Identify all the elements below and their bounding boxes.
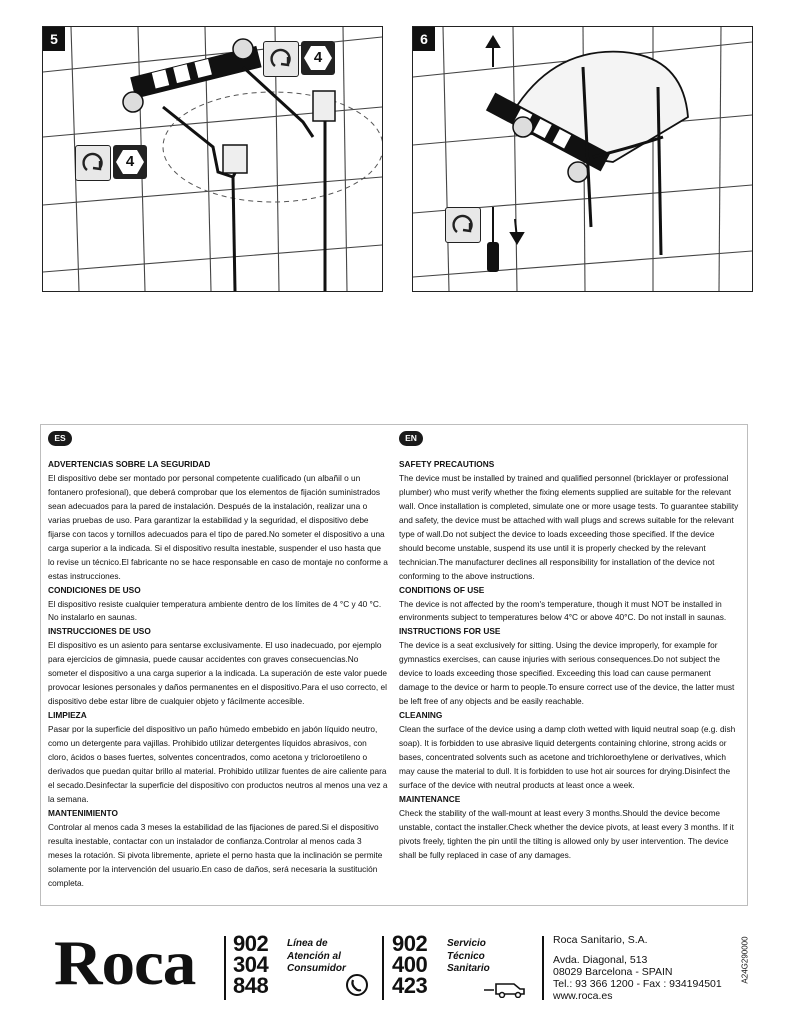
footer — [40, 928, 780, 1004]
section-body: El dispositivo es un asiento para sentarse exclusivamente. El uso inadecuado, por ejemplo para ejercicios de gimnasia, puede causar accidentes con graves consecuencias.No someter el dispositivo a una carga superior a la indicada. La superación de este valor puede provocar lesiones personales y daños permanentes en el dispositivo.Para el uso correcto, el dispositivo debe estar libre de cualquier objeto y fácilmente accesible. — [48, 640, 387, 707]
divider — [542, 936, 544, 1000]
section-title: INSTRUCCIONES DE USO — [48, 626, 151, 637]
document-code: A24G290000 — [740, 936, 750, 984]
service-label: Servicio Técnico Sanitario — [447, 938, 490, 974]
rotate-icon — [263, 41, 299, 77]
rotate-icon — [75, 145, 111, 181]
rotate-icon — [445, 207, 481, 243]
seat-frame — [163, 67, 325, 291]
language-badge-es: ES — [48, 431, 72, 446]
spanish-column — [48, 431, 388, 891]
service-van-icon — [484, 980, 528, 998]
section-body: El dispositivo resiste cualquier temperatura ambiente dentro de los límites de 4 °C y 40 °C. No instalarlo en saunas. — [48, 598, 382, 623]
company-address: Roca Sanitario, S.A. Avda. Diagonal, 513 08029 Barcelona - SPAIN Tel.: 93 366 1200 - Fax : 934194501 www.roca.es — [553, 934, 722, 1002]
section-title: INSTRUCTIONS FOR USE — [399, 626, 501, 637]
section-body: Check the stability of the wall-mount at least every 3 months.Should the device become unstable, contact the installer.Check whether the device pivots, at least every 3 months. If it pivots freely, tighten the pin until the tilting is allowed only by user intervention. The device shall be fully replaced in case of any damages. — [399, 807, 734, 860]
section-body: The device is a seat exclusively for sitting. Using the device improperly, for example for gymnastics exercises, can cause injuries with serious consequences.Do not subject the device to loads exceeding those specified. Exceeding this load can cause permanent damage to the device or harm to people.To ensure correct use of the device, the latter must be left free of any objects and be easily reachable. — [399, 640, 735, 707]
hex-wrench-icon — [113, 145, 147, 179]
wrench-size: 4 — [313, 49, 323, 66]
step-6-illustration — [413, 27, 752, 291]
step-number: 6 — [413, 27, 435, 51]
section-title: MANTENIMIENTO — [48, 807, 118, 818]
section-title: SAFETY PRECAUTIONS — [399, 459, 495, 469]
section-title: CLEANING — [399, 710, 443, 721]
step-5-panel — [42, 26, 383, 292]
section-title: ADVERTENCIAS SOBRE LA SEGURIDAD — [48, 459, 211, 469]
wall-bracket — [123, 39, 262, 112]
section-title: MAINTENANCE — [399, 793, 461, 804]
divider — [382, 936, 384, 1000]
wrench-size: 4 — [125, 153, 135, 170]
consumer-line-label: Línea de Atención al Consumidor — [287, 938, 346, 974]
section-body: Controlar al menos cada 3 meses la estabilidad de las fijaciones de pared.Si el dispositivo resulta inestable, contactar con un instalador de confianza.Controlar al menos cada 3 meses la rotación. Si pivota libremente, apriete el perno hasta que la inclinación se permite solamente por la intervención del usuario.En caso de daños, será necesaria la sustitución completa. — [48, 821, 383, 888]
section-body: El dispositivo debe ser montado por personal competente cualificado (un albañil o un fontanero profesional), que deberá comprobar que los elementos de fijación suministrados sean adecuados para la pared de instalación. Después de la instalación, realizar una o varias pruebas de uso. Para garantizar la estabilidad y la seguridad, el dispositivo debe fijarse con tacos y tornillos adecuados para el tipo de pared.No someter el dispositivo a una carga superior a la indicada. Si el dispositivo resulta inestable, suspender el uso hasta que lo revise un técnico.El fabricante no se hace responsable en caso de montaje no conforme a estas instrucciones. — [48, 472, 388, 581]
phone-handset-icon — [346, 974, 368, 996]
section-body: Clean the surface of the device using a damp cloth wetted with liquid neutral soap (e.g. dish soap). It is forbidden to use abrasive liquid detergents containing chlorine, strong acids or bases, concentrated solvents such as acetone and trichloroethylene or derivatives, which may cause the material to dull. It is forbidden to use hot air sources for drying.Disinfect the surface of the device with neutral products at least once a week. — [399, 724, 736, 790]
section-body: The device is not affected by the room's temperature, though it must NOT be installed in environments subject to temperatures below 4°C or above 40°C. Do not install in saunas. — [399, 598, 727, 623]
english-column — [399, 431, 739, 863]
divider — [224, 936, 226, 1000]
hex-wrench-icon — [301, 41, 335, 75]
step-number: 5 — [43, 27, 65, 51]
section-title: LIMPIEZA — [48, 710, 87, 721]
section-title: CONDITIONS OF USE — [399, 584, 485, 595]
leg-supports — [223, 91, 335, 173]
safety-instructions-box — [40, 424, 748, 906]
consumer-phone: 902 304 848 — [233, 931, 269, 998]
section-title: CONDICIONES DE USO — [48, 584, 141, 595]
folded-seat — [513, 52, 688, 162]
roca-logo: Roca — [54, 927, 196, 998]
service-phone: 902 400 423 — [392, 931, 428, 998]
website-link[interactable]: www.roca.es — [553, 990, 613, 1002]
step-6-panel — [412, 26, 753, 292]
section-body: The device must be installed by trained and qualified personnel (bricklayer or professional plumber) who must verify whether the fixing elements supplied are suitable for the relevant wall. Once installation is completed, simulate one or more usage tests. To guarantee stability and safety, the device must be attached with wall plugs and screws suitable for the relevant type of wall.Do not subject the device to loads exceeding those specified. If the device should become unstable, suspend its use until it is properly checked by the relevant technician.The manufacturer declines all responsibility for installation of the device not conforming to the above instructions. — [399, 472, 739, 581]
language-badge-en: EN — [399, 431, 423, 446]
section-body: Pasar por la superficie del dispositivo un paño húmedo embebido en jabón líquido neutro, como un detergente para vajillas. Prohibido utilizar detergentes líquidos abrasivos, con cloro, ácidos o bases fuertes, solventes concentrados, como acetona y tricloroetileno o derivados que puedan quitar brillo al material. Prohibido utilizar fuentes de aire caliente para el secado.Desinfectar la superficie del dispositivo con productos neutros al menos una vez a la semana. — [48, 724, 388, 804]
screwdriver-icon — [487, 207, 499, 272]
